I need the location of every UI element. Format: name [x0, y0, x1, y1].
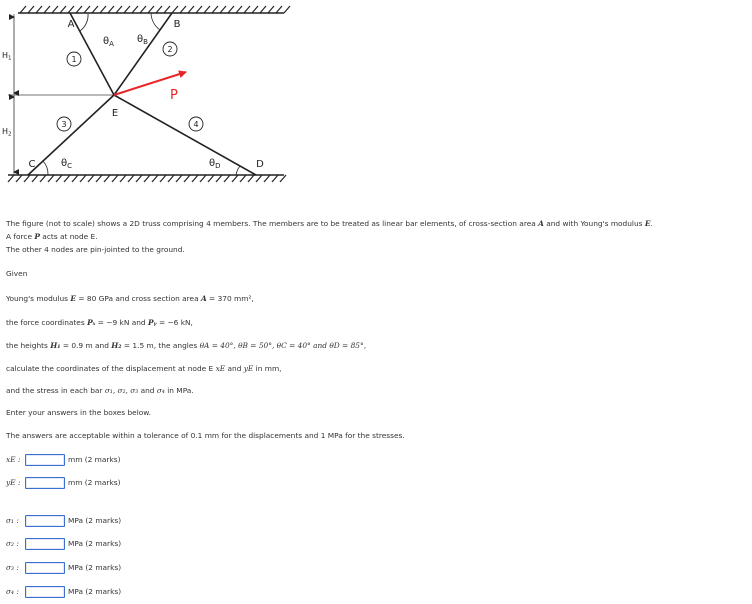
answer-row-xe — [6, 453, 120, 466]
node-label-b: B — [173, 19, 181, 30]
hatch-mark — [56, 175, 62, 182]
hatch-mark — [28, 6, 34, 13]
hatch-mark — [260, 6, 266, 13]
force-Py: Pᵧ — [147, 318, 157, 327]
hatch-mark — [272, 175, 278, 182]
hatch-mark — [156, 6, 162, 13]
answer-label-ye: yE : — [6, 478, 21, 487]
hatch-mark — [256, 175, 262, 182]
node-label-e: E — [111, 108, 119, 119]
desc-text-1b: and with Young's modulus — [543, 219, 645, 228]
height-label-h1: H1 — [2, 51, 12, 62]
hatch-mark — [196, 6, 202, 13]
hatch-mark — [68, 6, 74, 13]
angle-label-b: $\theta_B$ — [137, 34, 148, 46]
hatch-mark — [60, 6, 66, 13]
hatch-mark — [8, 175, 14, 182]
answer-unit-sigma1: MPa (2 marks) — [68, 516, 122, 525]
hatch-mark — [264, 175, 270, 182]
answer-label-sigma4: σ₄ : — [6, 587, 19, 596]
hatch-mark — [120, 175, 126, 182]
heights-angles: θA = 40°, θB = 50°, θC = 40° and θD = 85°, — [199, 341, 367, 350]
desc-symbol-E: E — [644, 219, 651, 228]
stress-c: in MPa. — [164, 386, 194, 395]
answer-input-sigma1[interactable] — [25, 515, 65, 527]
hatch-mark — [152, 175, 158, 182]
desc-text-1a: The figure (not to scale) shows a 2D truss comprising 4 members. The members are to be treated as linear bar elements, of cross-section area — [6, 219, 539, 228]
hatch-mark — [184, 175, 190, 182]
hatch-mark — [220, 6, 226, 13]
node-label-a: A — [67, 19, 75, 30]
hatch-mark — [128, 175, 134, 182]
hatch-mark — [80, 175, 86, 182]
hatch-mark — [136, 175, 142, 182]
bottom-ground-hatch — [8, 175, 286, 182]
answer-label-sigma3: σ₃ : — [6, 563, 19, 572]
member-circles — [57, 42, 203, 131]
given-heights — [6, 341, 366, 351]
hatch-mark — [112, 175, 118, 182]
answer-unit-sigma4: MPa (2 marks) — [68, 587, 122, 596]
hatch-mark — [228, 6, 234, 13]
hatch-mark — [104, 175, 110, 182]
heights-H2: H₂ — [111, 341, 122, 350]
hatch-mark — [40, 175, 46, 182]
answer-label-sigma2: σ₂ : — [6, 539, 19, 548]
top-ground-hatch — [18, 6, 290, 13]
answer-input-xe[interactable] — [25, 454, 65, 466]
hatch-mark — [192, 175, 198, 182]
stress-b: and — [138, 386, 157, 395]
answer-row-sigma1 — [6, 514, 121, 527]
hatch-mark — [108, 6, 114, 13]
answer-row-ye — [6, 476, 120, 489]
stress-s4: σ₄ — [156, 386, 165, 395]
force-b: = −9 kN and — [95, 318, 148, 327]
hatch-mark — [176, 175, 182, 182]
member-label-1: 1 — [71, 55, 77, 64]
hatch-mark — [280, 175, 286, 182]
hatch-mark — [208, 175, 214, 182]
hatch-mark — [148, 6, 154, 13]
calc-a: calculate the coordinates of the displacement at node E — [6, 364, 216, 373]
heights-a: the heights — [6, 341, 51, 350]
young-b: = 80 GPa and cross section area — [76, 294, 201, 303]
heights-H1: H₁ — [50, 341, 61, 350]
hatch-mark — [268, 6, 274, 13]
hatch-mark — [200, 175, 206, 182]
hatch-mark — [92, 6, 98, 13]
hatch-mark — [212, 6, 218, 13]
hatch-mark — [64, 175, 70, 182]
hatch-mark — [248, 175, 254, 182]
hatch-mark — [240, 175, 246, 182]
force-desc-P: P — [34, 232, 40, 241]
force-desc-b: acts at node E. — [39, 232, 98, 241]
height-label-h2: H2 — [2, 127, 12, 138]
member-2 — [114, 13, 172, 95]
answer-input-sigma4[interactable] — [25, 586, 65, 598]
given-heading: Given — [6, 269, 28, 278]
force-a: the force coordinates — [6, 318, 88, 327]
hatch-mark — [224, 175, 230, 182]
given-young — [6, 294, 254, 304]
problem-description — [6, 219, 653, 229]
young-c: = 370 mm², — [206, 294, 254, 303]
force-c: = −6 kN, — [156, 318, 193, 327]
calc-b: and — [225, 364, 244, 373]
hatch-mark — [232, 175, 238, 182]
angle-label-a: $\theta_A$ — [103, 36, 114, 48]
stress-a: and the stress in each bar — [6, 386, 105, 395]
hatch-mark — [168, 175, 174, 182]
hatch-mark — [52, 6, 58, 13]
answer-unit-ye: mm (2 marks) — [68, 478, 121, 487]
heights-c: = 1.5 m, the angles — [121, 341, 200, 350]
member-label-4: 4 — [193, 120, 199, 129]
hatch-mark — [124, 6, 130, 13]
hatch-mark — [72, 175, 78, 182]
hatch-mark — [180, 6, 186, 13]
desc-text-1c: . — [650, 219, 653, 228]
young-a: Young's modulus — [6, 294, 71, 303]
member-4 — [111, 95, 256, 175]
hatch-mark — [100, 6, 106, 13]
support-description: The other 4 nodes are pin-jointed to the ground. — [6, 245, 185, 254]
node-label-d: D — [256, 159, 264, 170]
angle-label-d: $\theta_D$ — [209, 158, 221, 170]
hatch-mark — [76, 6, 82, 13]
hatch-mark — [252, 6, 258, 13]
hatch-mark — [116, 6, 122, 13]
hatch-mark — [188, 6, 194, 13]
hatch-mark — [16, 175, 22, 182]
node-label-c: C — [28, 159, 36, 170]
hatch-mark — [172, 6, 178, 13]
given-force — [6, 318, 193, 328]
hatch-mark — [236, 6, 242, 13]
answer-unit-sigma2: MPa (2 marks) — [68, 539, 122, 548]
answer-input-sigma2[interactable] — [25, 538, 65, 550]
answer-row-sigma2 — [6, 537, 121, 550]
hatch-mark — [204, 6, 210, 13]
hatch-mark — [160, 175, 166, 182]
hatch-mark — [164, 6, 170, 13]
calc-yE: yE — [243, 364, 254, 373]
enter-instruction: Enter your answers in the boxes below. — [6, 408, 152, 417]
hatch-mark — [132, 6, 138, 13]
answer-row-sigma4 — [6, 585, 121, 598]
hatch-mark — [36, 6, 42, 13]
height-guides — [8, 14, 114, 174]
desc-symbol-A: A — [538, 219, 544, 228]
tolerance-note: The answers are acceptable within a tolerance of 0.1 mm for the displacements and 1 MPa for the stresses. — [6, 431, 405, 440]
answer-label-sigma1: σ₁ : — [6, 516, 19, 525]
hatch-mark — [140, 6, 146, 13]
force-description — [6, 232, 98, 242]
force-Px: Pₓ — [87, 318, 96, 327]
hatch-mark — [88, 175, 94, 182]
member-label-2: 2 — [167, 45, 173, 54]
answer-input-ye[interactable] — [25, 477, 65, 489]
hatch-mark — [144, 175, 150, 182]
calculate-instruction — [6, 364, 282, 374]
answer-row-sigma3 — [6, 561, 121, 574]
hatch-mark — [44, 6, 50, 13]
member-label-3: 3 — [61, 120, 67, 129]
stress-sym: σ₁, σ₂, σ₃ — [104, 386, 139, 395]
stress-instruction — [6, 386, 194, 396]
hatch-mark — [24, 175, 30, 182]
answer-label-xe: xE : — [6, 455, 21, 464]
truss-figure — [0, 0, 300, 200]
answer-unit-sigma3: MPa (2 marks) — [68, 563, 122, 572]
calc-c: in mm, — [253, 364, 282, 373]
hatch-mark — [20, 6, 26, 13]
hatch-mark — [276, 6, 282, 13]
force-desc-a: A force — [6, 232, 35, 241]
answer-input-sigma3[interactable] — [25, 562, 65, 574]
answer-unit-xe: mm (2 marks) — [68, 455, 121, 464]
force-label: P — [170, 88, 178, 103]
young-E: E — [70, 294, 77, 303]
hatch-mark — [216, 175, 222, 182]
hatch-mark — [32, 175, 38, 182]
hatch-mark — [244, 6, 250, 13]
hatch-mark — [84, 6, 90, 13]
angle-label-c: $\theta_C$ — [61, 158, 73, 170]
young-A: A — [200, 294, 207, 303]
hatch-mark — [96, 175, 102, 182]
hatch-mark — [284, 6, 290, 13]
calc-xE: xE — [215, 364, 226, 373]
heights-b: = 0.9 m and — [60, 341, 112, 350]
hatch-mark — [48, 175, 54, 182]
